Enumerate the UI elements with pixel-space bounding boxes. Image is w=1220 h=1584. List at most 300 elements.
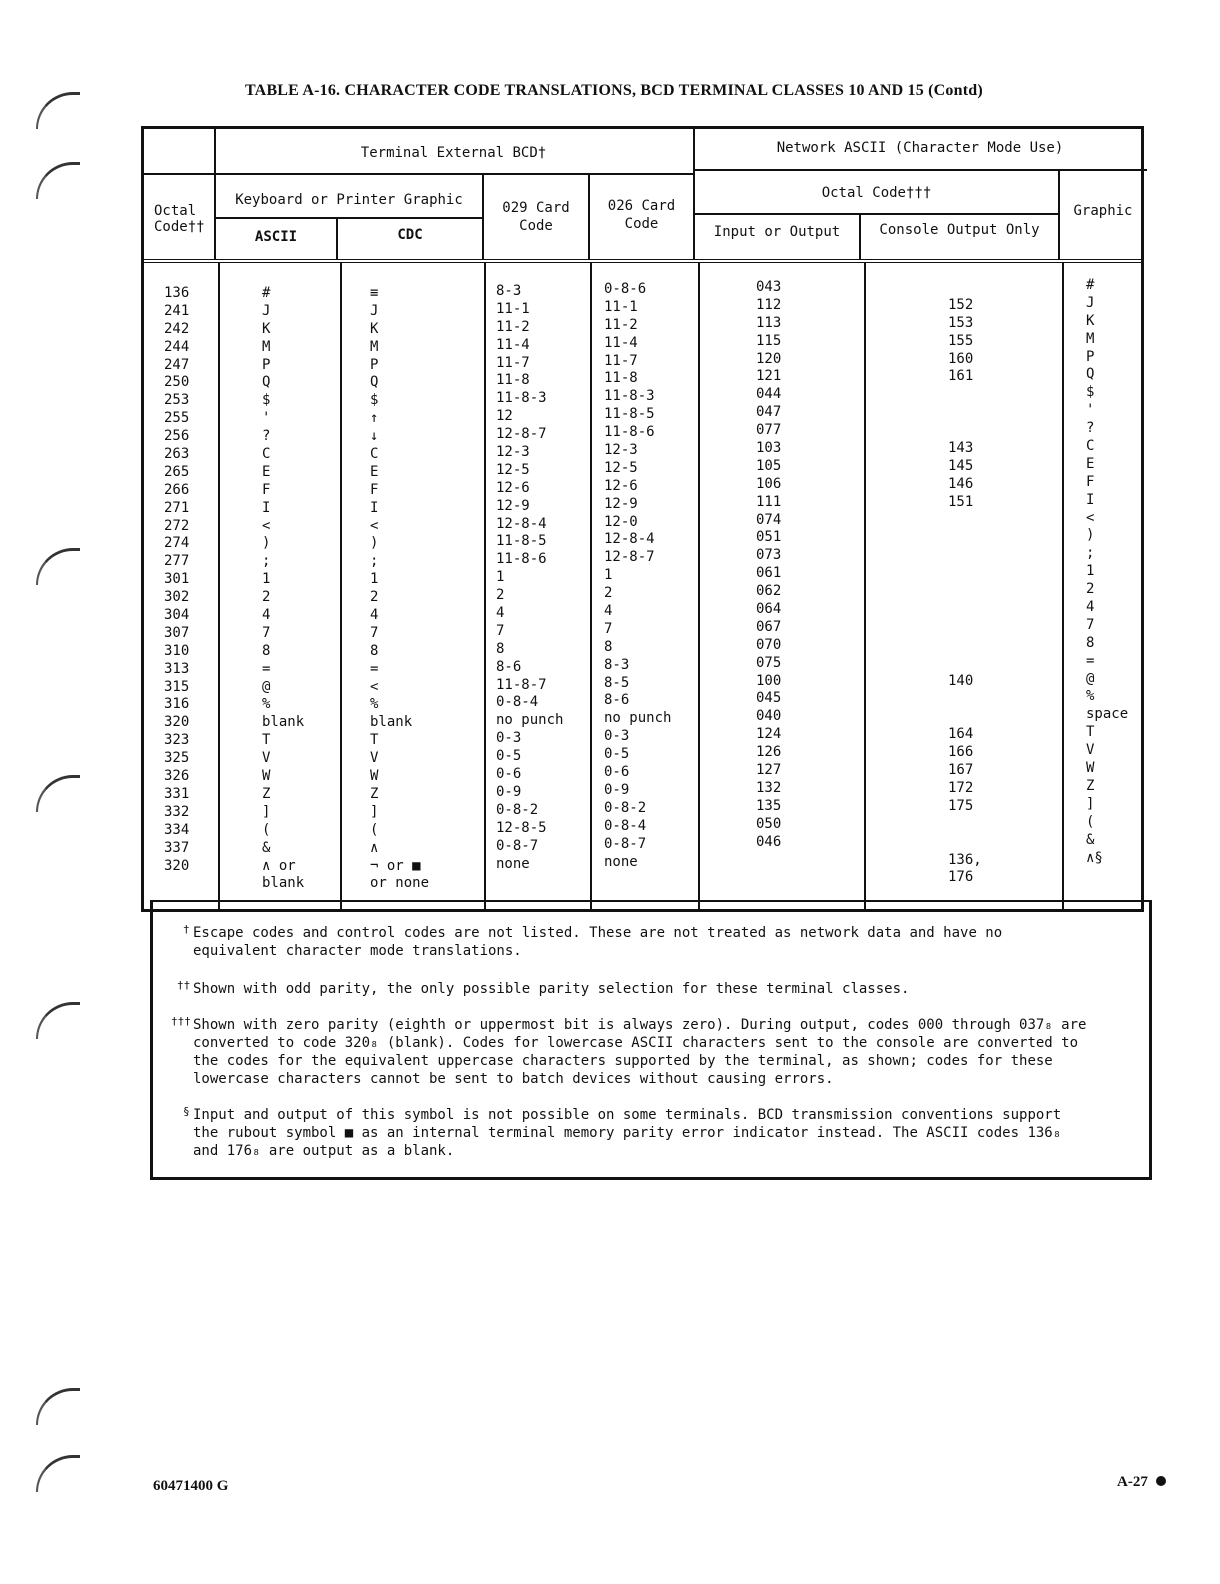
table-cell: 11-2: [604, 316, 638, 333]
column-ascii: [262, 285, 304, 893]
table-cell: 167: [948, 762, 974, 779]
table-cell: @: [262, 678, 271, 695]
table-cell: I: [262, 499, 271, 516]
table-cell: 334: [164, 821, 190, 838]
table-cell: P: [370, 356, 379, 373]
table-cell: 153: [948, 314, 974, 331]
table-cell: 062: [756, 583, 782, 600]
table-cell: 12-8-4: [604, 531, 655, 548]
table-cell: 0-6: [604, 764, 630, 781]
table-cell: 263: [164, 446, 190, 463]
table-cell: <: [370, 678, 379, 695]
table-cell: 1: [496, 569, 505, 586]
binder-hole: [36, 775, 80, 812]
table-cell: T: [262, 732, 271, 749]
table-cell: W: [262, 768, 271, 785]
table-cell: 7: [496, 622, 505, 639]
table-cell: 075: [756, 654, 782, 671]
table-cell: @: [1086, 670, 1095, 687]
table-cell: 1: [604, 567, 613, 584]
table-cell: 136,: [948, 851, 982, 868]
table-cell: 8: [370, 642, 379, 659]
header-network-ascii: Network ASCII (Character Mode Use): [776, 140, 1064, 156]
header-cdc: CDC: [397, 227, 423, 243]
binder-hole: [36, 548, 80, 585]
binder-hole: [36, 1002, 80, 1039]
page-title: TABLE A-16. CHARACTER CODE TRANSLATIONS, BCD TERMINAL CLASSES 10 AND 15 (Contd): [245, 82, 983, 99]
table-cell: 332: [164, 803, 190, 820]
table-cell: 8: [262, 642, 271, 659]
table-cell: %: [370, 696, 379, 713]
table-cell: K: [262, 320, 271, 337]
table-cell: 1: [1086, 563, 1095, 580]
table-cell: 0-3: [496, 730, 522, 747]
table-cell: 331: [164, 785, 190, 802]
table-cell: 11-8-3: [496, 390, 547, 407]
table-cell: 12-3: [496, 444, 530, 461]
table-cell: 325: [164, 750, 190, 767]
table-cell: 0-8-4: [496, 694, 539, 711]
table-cell: <: [370, 517, 379, 534]
table-cell: 146: [948, 475, 974, 492]
table-cell: 8-6: [496, 658, 522, 675]
table-cell: [948, 512, 982, 530]
table-cell: %: [1086, 688, 1095, 705]
table-cell: 0-8-2: [496, 801, 539, 818]
table-cell: 302: [164, 589, 190, 606]
table-cell: P: [262, 356, 271, 373]
header-keyboard-printer: Keyboard or Printer Graphic: [235, 192, 463, 208]
footnote-1: † Escape codes and control codes are not listed. These are not treated as network data and have no equivalent character mode translations.: [183, 923, 1003, 959]
table-cell: 046: [756, 833, 782, 850]
table-cell: 051: [756, 529, 782, 546]
table-cell: I: [1086, 491, 1095, 508]
table-cell: 304: [164, 607, 190, 624]
table-cell: 11-4: [604, 334, 638, 351]
table-cell: 105: [756, 457, 782, 474]
table-cell: 274: [164, 535, 190, 552]
table-cell: C: [1086, 438, 1095, 455]
table-cell: 8-6: [604, 692, 630, 709]
table-cell: 176: [948, 869, 974, 886]
table-cell: 0-8-6: [604, 281, 647, 297]
table-cell: 2: [1086, 581, 1095, 598]
table-cell: ]: [370, 803, 379, 820]
footnote-4: § Input and output of this symbol is not possible on some terminals. BCD transmission conventions support the rubout symbol ■ as an internal terminal memory parity error indicator instead. The ASCII codes 136₈ and 176₈ are output as a blank.: [183, 1105, 1062, 1159]
table-cell: no punch: [604, 710, 672, 727]
table-cell: 12-9: [604, 495, 638, 512]
table-cell: [948, 655, 982, 673]
table-cell: 0-8-2: [604, 799, 647, 816]
table-cell: 4: [370, 607, 379, 624]
table-cell: 11-8: [496, 372, 530, 389]
table-cell: 043: [756, 279, 782, 295]
table-cell: $: [370, 392, 379, 409]
table-cell: 247: [164, 356, 190, 373]
table-cell: [948, 386, 982, 404]
header-graphic: Graphic: [1073, 203, 1133, 219]
header-octal-code-net: Octal Code†††: [821, 185, 932, 201]
table-cell: 11-8-5: [496, 533, 547, 550]
table-cell: space: [1086, 706, 1129, 723]
table-cell: 2: [604, 585, 613, 602]
table-cell: M: [1086, 330, 1095, 347]
table-cell: ∧: [370, 839, 379, 856]
table-cell: 12-6: [496, 479, 530, 496]
table-cell: T: [370, 732, 379, 749]
table-cell: Z: [1086, 777, 1095, 794]
table-cell: 074: [756, 511, 782, 528]
table-cell: 2: [496, 587, 505, 604]
table-cell: 12-0: [604, 513, 638, 530]
table-cell: V: [1086, 742, 1095, 759]
table-cell: 4: [262, 607, 271, 624]
table-cell: 4: [604, 603, 613, 620]
table-cell: V: [370, 750, 379, 767]
table-cell: $: [1086, 384, 1095, 401]
table-cell: 256: [164, 428, 190, 445]
table-cell: =: [370, 660, 379, 677]
header-input-output: Input or Output: [713, 224, 841, 240]
table-cell: 7: [604, 620, 613, 637]
table-cell: [948, 583, 982, 601]
table-cell: 113: [756, 314, 782, 331]
table-cell: [948, 547, 982, 565]
table-cell: T: [1086, 724, 1095, 741]
table-cell: J: [370, 302, 379, 319]
table-cell: 7: [262, 624, 271, 641]
table-cell: [948, 565, 982, 583]
table-cell: 11-7: [604, 352, 638, 369]
table-cell: 166: [948, 744, 974, 761]
binder-hole: [36, 1455, 80, 1492]
header-console-only: Console Output Only: [879, 222, 1040, 238]
table-cell: =: [1086, 652, 1095, 669]
table-cell: [948, 601, 982, 619]
table-cell: 7: [370, 624, 379, 641]
table-cell: 1: [370, 571, 379, 588]
table-cell: 316: [164, 696, 190, 713]
table-cell: 11-4: [496, 336, 530, 353]
table-cell: 8: [604, 638, 613, 655]
table-cell: 0-3: [604, 728, 630, 745]
table-cell: [948, 834, 982, 852]
table-cell: 0-8-4: [604, 817, 647, 834]
footnotes: [150, 900, 1152, 1180]
table-cell: ;: [370, 553, 379, 570]
binder-hole: [36, 92, 80, 129]
table-cell: 320: [164, 857, 190, 874]
table-cell: C: [370, 446, 379, 463]
column-octal-code: [164, 285, 189, 875]
table-cell: 175: [948, 797, 974, 814]
page-number: A-27: [1117, 1474, 1148, 1490]
table-cell: 045: [756, 690, 782, 707]
table-cell: 323: [164, 732, 190, 749]
table-header: [144, 129, 1141, 263]
table-cell: 0-5: [604, 746, 630, 763]
table-cell: none: [496, 855, 530, 872]
table-cell: F: [262, 481, 271, 498]
table-cell: W: [370, 768, 379, 785]
table-cell: 0-8-7: [496, 837, 539, 854]
table-cell: F: [1086, 473, 1095, 490]
table-cell: 12-8-5: [496, 819, 547, 836]
table-cell: 11-8-3: [604, 388, 655, 405]
table-cell: 250: [164, 374, 190, 391]
table-cell: 155: [948, 332, 974, 349]
table-cell: 242: [164, 320, 190, 337]
table-cell: 11-2: [496, 318, 530, 335]
table-cell: 271: [164, 499, 190, 516]
table-cell: 244: [164, 338, 190, 355]
table-cell: ↓: [370, 428, 379, 445]
table-body: [144, 263, 1141, 909]
table-cell: 152: [948, 296, 974, 313]
table-cell: 11-8-5: [604, 406, 655, 423]
table-cell: 253: [164, 392, 190, 409]
table-cell: 132: [756, 779, 782, 796]
table-cell: ;: [1086, 545, 1095, 562]
table-cell: &: [262, 839, 271, 856]
column-graphic: [1086, 277, 1128, 867]
table-cell: <: [262, 517, 271, 534]
table-cell: 315: [164, 678, 190, 695]
column-026: [604, 281, 671, 871]
table-cell: &: [1086, 831, 1095, 848]
table-cell: 2: [370, 589, 379, 606]
table-cell: 064: [756, 601, 782, 618]
table-cell: 047: [756, 404, 782, 421]
table-cell: 11-8: [604, 370, 638, 387]
table-cell: V: [262, 750, 271, 767]
table-cell: [948, 422, 982, 440]
table-cell: 8-3: [496, 283, 522, 299]
table-cell: Q: [262, 374, 271, 391]
table-cell: 070: [756, 636, 782, 653]
table-cell: 12-8-4: [496, 515, 547, 532]
bullet-icon: [1156, 1476, 1166, 1486]
table-cell: %: [262, 696, 271, 713]
table-cell: 127: [756, 762, 782, 779]
table-cell: 040: [756, 708, 782, 725]
table-cell: 164: [948, 726, 974, 743]
table-cell: 277: [164, 553, 190, 570]
table-cell: ∧§: [1086, 849, 1103, 866]
binder-hole: [36, 1388, 80, 1425]
table-cell: [948, 637, 982, 655]
table-cell: ): [1086, 527, 1095, 544]
table-cell: E: [370, 463, 379, 480]
table-cell: ↑: [370, 410, 379, 427]
table-cell: 11-8-6: [604, 424, 655, 441]
table-cell: 11-1: [604, 298, 638, 315]
table-cell: 0-8-7: [604, 835, 647, 852]
table-cell: 061: [756, 565, 782, 582]
table-cell: 12-3: [604, 442, 638, 459]
table-cell: E: [1086, 455, 1095, 472]
table-cell: 145: [948, 457, 974, 474]
table-cell: E: [262, 463, 271, 480]
table-cell: 136: [164, 285, 190, 301]
table-cell: 140: [948, 672, 974, 689]
table-cell: K: [1086, 312, 1095, 329]
table-cell: ]: [262, 803, 271, 820]
table-cell: 0-9: [604, 781, 630, 798]
table-cell: 172: [948, 779, 974, 796]
table-cell: Q: [1086, 366, 1095, 383]
table-cell: 126: [756, 744, 782, 761]
table-cell: 044: [756, 386, 782, 403]
table-cell: 160: [948, 350, 974, 367]
table-cell: 11-7: [496, 354, 530, 371]
table-cell: 8-5: [604, 674, 630, 691]
table-cell: 12-8-7: [604, 549, 655, 566]
table-cell: J: [262, 302, 271, 319]
table-cell: none: [604, 853, 638, 870]
table-cell: 265: [164, 463, 190, 480]
column-input-output: [756, 279, 781, 852]
table-cell: 067: [756, 618, 782, 635]
table-cell: 255: [164, 410, 190, 427]
table-cell: I: [370, 499, 379, 516]
table-cell: 1: [262, 571, 271, 588]
table-cell: [948, 816, 982, 834]
table-cell: 120: [756, 350, 782, 367]
table-cell: 310: [164, 642, 190, 659]
table-cell: 12-5: [604, 459, 638, 476]
table-cell: (: [1086, 813, 1095, 830]
table-cell: 8-3: [604, 656, 630, 673]
code-table: [141, 126, 1144, 912]
table-cell: 103: [756, 440, 782, 457]
table-cell: J: [1086, 294, 1095, 311]
table-cell: 11-8-6: [496, 551, 547, 568]
table-cell: K: [370, 320, 379, 337]
table-cell: [948, 690, 982, 708]
table-cell: no punch: [496, 712, 564, 729]
table-cell: ): [262, 535, 271, 552]
table-cell: 7: [1086, 616, 1095, 633]
column-cdc: [370, 285, 429, 893]
table-cell: [948, 619, 982, 637]
table-cell: 124: [756, 726, 782, 743]
table-cell: <: [1086, 509, 1095, 526]
table-cell: 161: [948, 368, 974, 385]
header-ascii: ASCII: [254, 229, 298, 245]
table-cell: 077: [756, 422, 782, 439]
table-cell: 0-6: [496, 766, 522, 783]
table-cell: 307: [164, 624, 190, 641]
table-cell: 313: [164, 660, 190, 677]
table-cell: 12-6: [604, 477, 638, 494]
page-number-group: [1117, 1474, 1166, 1491]
table-cell: or none: [370, 875, 430, 892]
table-cell: #: [1086, 277, 1095, 293]
table-cell: blank: [370, 714, 413, 731]
table-cell: ¬ or ■: [370, 857, 421, 874]
table-cell: ): [370, 535, 379, 552]
table-cell: ?: [262, 428, 271, 445]
footnote-3: ††† Shown with zero parity (eighth or uppermost bit is always zero). During output, codes 000 through 037₈ are converted to code 320₈ (blank). Codes for lowercase ASCII characters sent to the console are converted to the codes for the equivalent uppercase characters supported by the terminal, as shown; codes for these lowercase characters cannot be sent to batch devices without causing errors.: [171, 1015, 1087, 1087]
table-cell: 8: [1086, 634, 1095, 651]
table-cell: 12-5: [496, 461, 530, 478]
table-cell: 12: [496, 408, 513, 425]
table-cell: 241: [164, 302, 190, 319]
table-cell: W: [1086, 760, 1095, 777]
table-cell: 151: [948, 493, 974, 510]
table-cell: 111: [756, 493, 782, 510]
header-029: 029 Card Code: [502, 200, 570, 234]
table-cell: 272: [164, 517, 190, 534]
table-cell: M: [370, 338, 379, 355]
table-cell: 320: [164, 714, 190, 731]
table-cell: 073: [756, 547, 782, 564]
table-cell: 135: [756, 797, 782, 814]
table-cell: blank: [262, 714, 305, 731]
table-cell: =: [262, 660, 271, 677]
table-cell: C: [262, 446, 271, 463]
table-cell: [948, 529, 982, 547]
table-cell: (: [262, 821, 271, 838]
table-cell: [948, 404, 982, 422]
table-cell: ': [262, 410, 271, 427]
table-cell: ≡: [370, 285, 379, 301]
footnote-2: †† Shown with odd parity, the only possible parity selection for these terminal classes.: [177, 979, 910, 997]
table-cell: Z: [262, 785, 271, 802]
table-cell: M: [262, 338, 271, 355]
table-cell: 12-8-7: [496, 426, 547, 443]
table-cell: [948, 279, 982, 297]
table-cell: ': [1086, 402, 1095, 419]
table-cell: [948, 708, 982, 726]
table-cell: ∧ or: [262, 857, 296, 874]
table-cell: 11-8-7: [496, 676, 547, 693]
table-cell: 4: [496, 605, 505, 622]
table-cell: $: [262, 392, 271, 409]
table-cell: 337: [164, 839, 190, 856]
binder-hole: [36, 162, 80, 199]
table-cell: Z: [370, 785, 379, 802]
table-cell: 0-5: [496, 748, 522, 765]
table-cell: P: [1086, 348, 1095, 365]
header-026: 026 Card Code: [607, 198, 676, 232]
table-cell: 050: [756, 815, 782, 832]
table-cell: ?: [1086, 420, 1095, 437]
column-console-only: [948, 279, 982, 887]
table-cell: 106: [756, 475, 782, 492]
table-cell: 112: [756, 296, 782, 313]
table-cell: 266: [164, 481, 190, 498]
table-cell: 2: [262, 589, 271, 606]
header-octal-code: Octal Code††: [154, 203, 205, 235]
table-cell: 11-1: [496, 300, 530, 317]
table-cell: 301: [164, 571, 190, 588]
table-cell: (: [370, 821, 379, 838]
table-cell: 121: [756, 368, 782, 385]
table-cell: 100: [756, 672, 782, 689]
table-cell: 0-9: [496, 783, 522, 800]
table-cell: 8: [496, 640, 505, 657]
table-cell: ;: [262, 553, 271, 570]
table-cell: 143: [948, 440, 974, 457]
table-cell: Q: [370, 374, 379, 391]
table-cell: #: [262, 285, 271, 301]
header-terminal-external: Terminal External BCD†: [360, 145, 547, 161]
table-cell: 326: [164, 768, 190, 785]
table-cell: 4: [1086, 599, 1095, 616]
table-cell: 12-9: [496, 497, 530, 514]
